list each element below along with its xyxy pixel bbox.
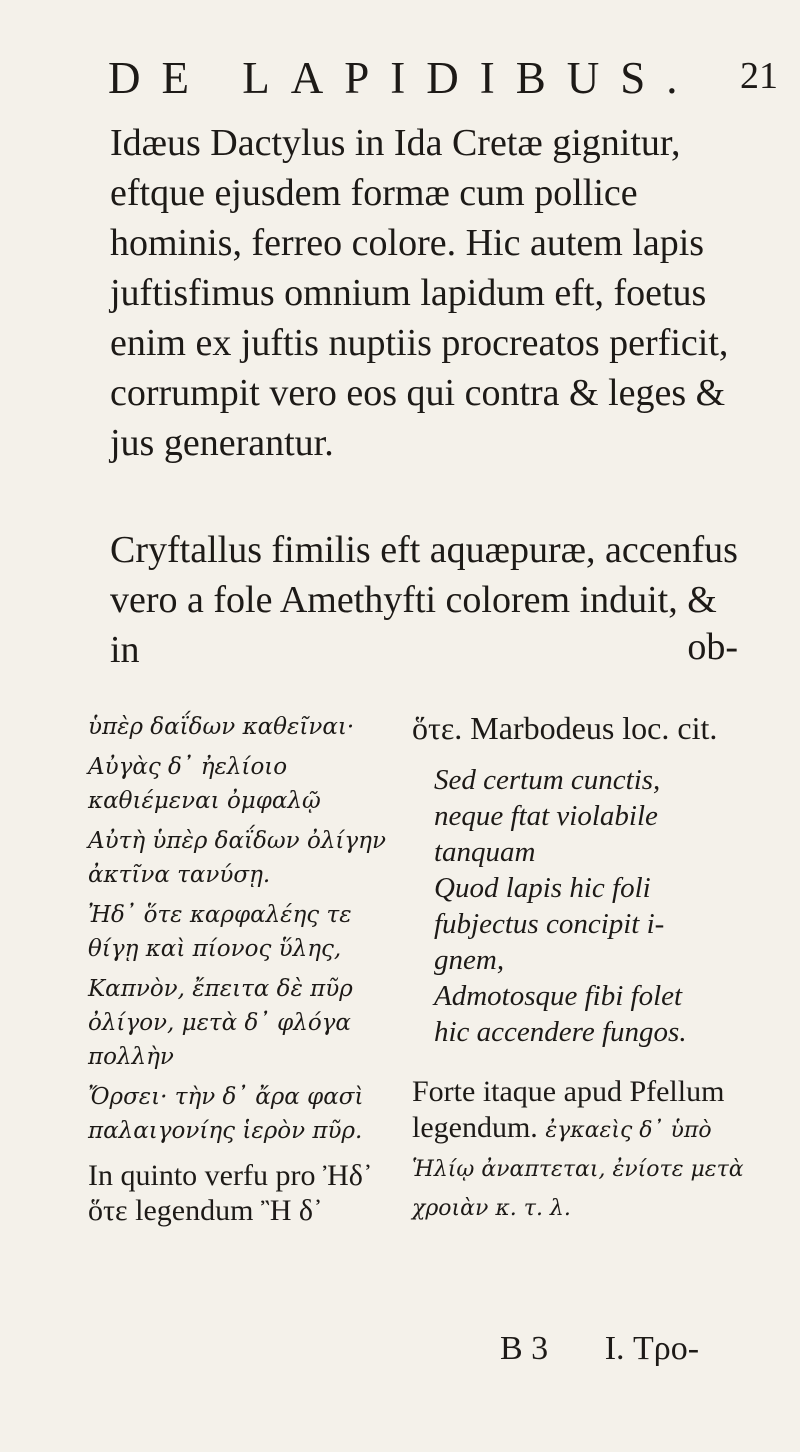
verse-line: hic accendere fungos. xyxy=(434,1016,687,1048)
signature-line xyxy=(500,1330,747,1368)
verse-line: Admotosque fibi folet xyxy=(434,980,683,1012)
greek-verse-line: Καπνὸν, ἔπειτα δὲ πῦρ ὀλίγον, μετὰ δ᾽ φλόγα πολλὴν xyxy=(88,976,353,1070)
forte-note xyxy=(412,1074,772,1227)
verse-line: gnem, xyxy=(434,944,505,976)
verse-line: neque ftat violabile xyxy=(434,800,658,832)
greek-verse-line: ὑπὲρ δαΐδων καθεῖναι· xyxy=(88,714,355,740)
greek-verse-line: Ὄρσει· τὴν δ᾽ ἄρα φασὶ παλαιγονίης ἱερὸν πῦρ. xyxy=(88,1084,364,1144)
page-number: 21 xyxy=(740,55,778,97)
verse-line: Quod lapis hic foli xyxy=(434,872,651,904)
forte-text: Forte itaque apud Pfellum legendum. xyxy=(412,1075,725,1144)
page-header xyxy=(0,52,800,112)
greek-verse-line: Αὐτὴ ὑπὲρ δαΐδων ὀλίγην ἀκτῖνα τανύσῃ. xyxy=(88,828,386,888)
left-column xyxy=(88,710,406,1228)
verse-line: tanquam xyxy=(434,836,536,868)
latin-verse xyxy=(434,762,772,1050)
signature-mark: B 3 xyxy=(500,1330,549,1367)
greek-verse-line: Αὐγὰς δ᾽ ἠελίοιο καθιέμεναι ὀμφαλῷ xyxy=(88,754,321,814)
footnote-in-quinto: In quinto verfu pro Ἠδ᾽ ὅτε legendum Ἢ δ᾽ xyxy=(88,1159,373,1227)
paragraph-crystallus: Cryftallus fimilis eft aquæpuræ, accenfus vero a fole Amethyfti colorem induit, & in xyxy=(110,529,738,671)
right-column xyxy=(412,710,772,1227)
verse-line: Sed certum cunctis, xyxy=(434,764,661,796)
marbodeus-reference: ὅτε. Marbodeus loc. cit. xyxy=(412,710,718,746)
forte-greek: ἐγκαεὶς δ᾽ ὑπὸ Ἡλίῳ ἀναπτεται, ἐνίοτε μετὰ χροιὰν κ. τ. λ. xyxy=(412,1118,744,1221)
running-title: DE LAPIDIBUS. xyxy=(108,53,699,103)
verse-line: fubjectus concipit i- xyxy=(434,908,665,940)
greek-verse-line: Ἠδ᾽ ὅτε καρφαλέης τε θίγῃ καὶ πίονος ὕλης, xyxy=(88,902,352,962)
signature-catchword: I. Τρο- xyxy=(604,1330,700,1367)
catchword: ob- xyxy=(687,626,738,668)
paragraph-idaeus-dactylus: Idæus Dactylus in Ida Cretæ gignitur, eftque ejusdem formæ cum pollice hominis, ferreo colore. Hic autem lapis juftisfimus omnium lapidum eft, foetus enim ex juftis nuptiis procreatos perficit, corrumpit vero eos qui contra & leges & jus generantur. xyxy=(110,122,729,464)
